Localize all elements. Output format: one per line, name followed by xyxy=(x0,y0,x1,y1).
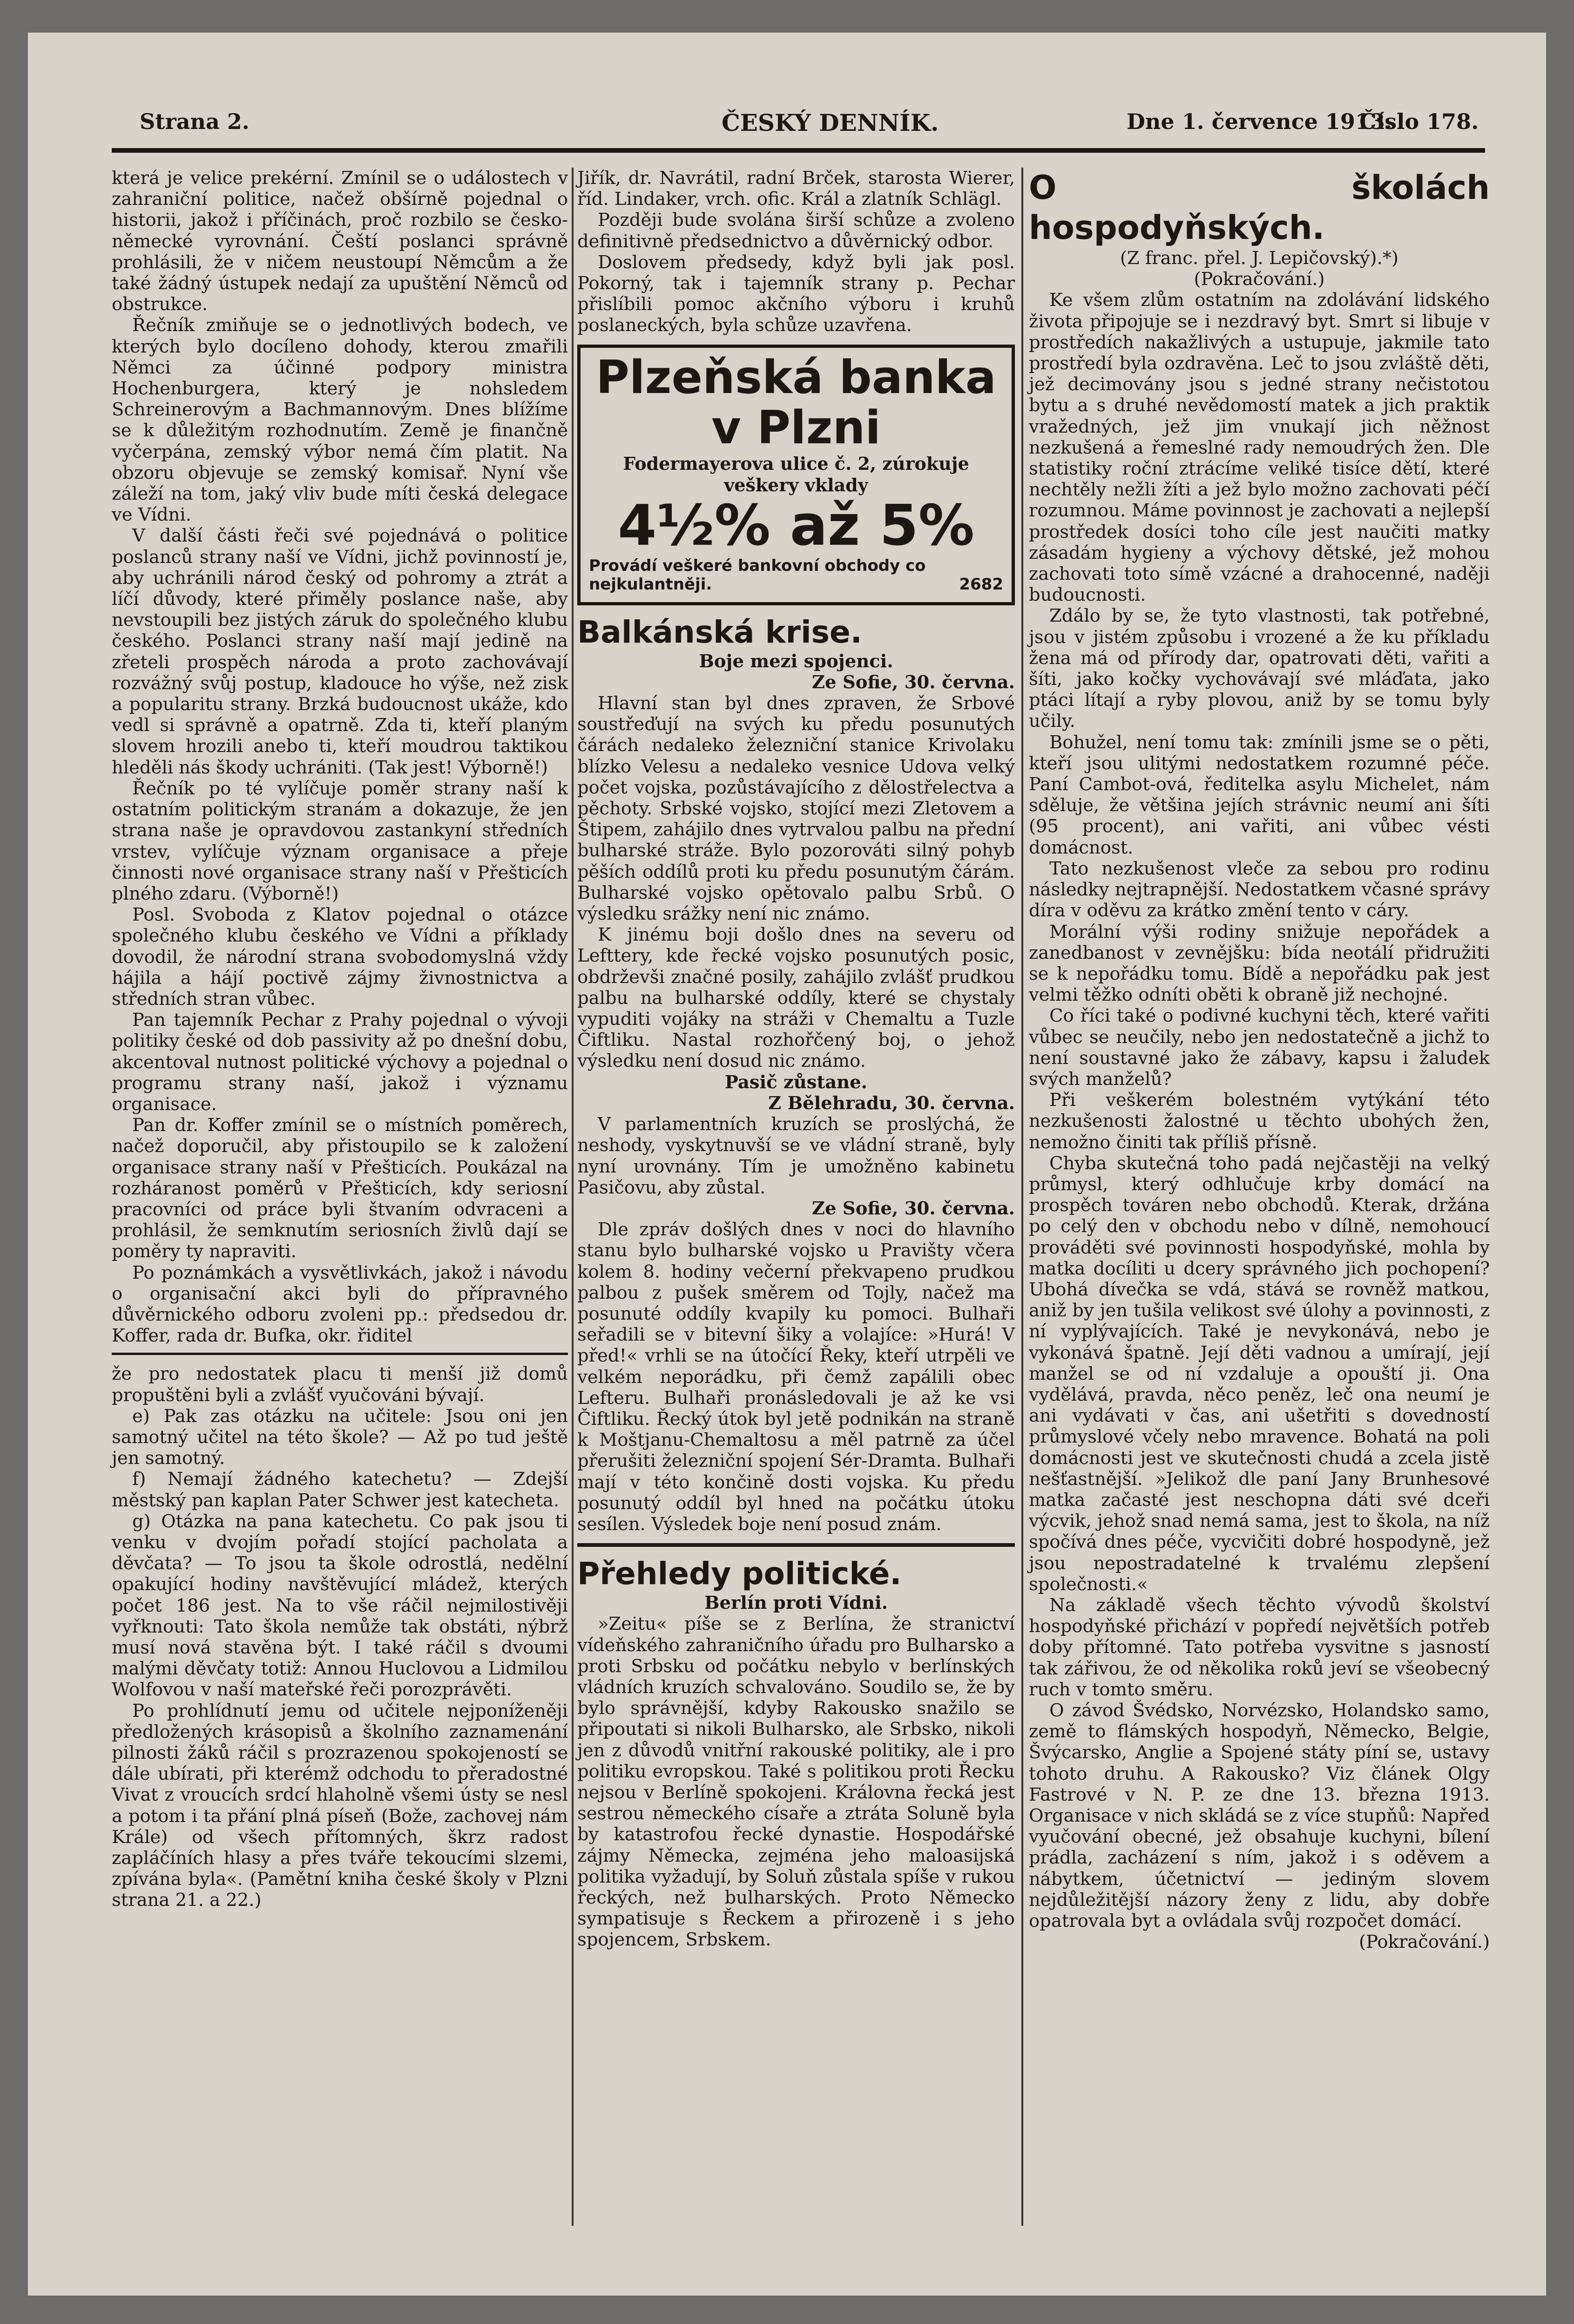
article-paragraph: Zdálo by se, že tyto vlastnosti, tak potřebné, jsou v jistém způsobu i vrozené a že ku příkladu žena má od přírody dar, opatrovati děti, vařiti a šíti, jako kočky vychovávají své mláďata, jako ptáci lítají a ryby plovou, aniž by se tomu byly učily. xyxy=(1029,605,1490,732)
article-paragraph: Po poznámkách a vysvětlivkách, jakož i návodu o organisační akci byli do přípravného důvěrnického odboru zvoleni pp.: předsedou dr. Koffer, rada dr. Bufka, okr. řiditel xyxy=(112,1262,568,1347)
ad-footer-text: Provádí veškeré bankovní obchody co nejkulantněji. xyxy=(589,556,926,594)
article-paragraph: K jinému boji došlo dnes na severu od Lefttery, kde řecké vojsko posunutých posic, obdrževši značné posily, zahájilo zvlášť prudkou palbu na bulharské oddíly, které se chystaly vypuditi vojáky na stráži v Chemaltu a Tuzle Čiftliku. Nastal rozhořčený boj, o jehož výsledku není dosud nic známo. xyxy=(577,924,1015,1072)
ad-footer xyxy=(589,556,1003,594)
section-rule xyxy=(112,1353,568,1355)
article-paragraph: Po prohlídnutí jemu od učitele nejponíženěji předložených krásopisů a školního zaznamenání pilnosti žáků ráčil s prozrazenou spokojeností se dále ubírati, při kterémž odchodu to přeradostné Vivat z vroucích srdcí hlaholně všemi ústy se nesl a potom i ta přání plná píseň (Bože, zachovej nám Krále) od všech přítomných, škrz radost zapláčíních hlasy a přes tváře tekoucími slzemi, zpívána byla«. (Pamětní kniha české školy v Plzni strana 21. a 22.) xyxy=(112,1700,568,1911)
article-paragraph: Řečník zmiňuje se o jednotlivých bodech, ve kterých bylo docíleno dohody, kterou zmařili Němci za účinné podpory ministra Hochenburgera, který je nohsledem Schreinerovým a Bachmannovým. Dnes blížíme se k důležitým rozhodnutím. Země je finančně vyčerpána, zemský výbor nemá čím platit. Na obzoru objevuje se zemský komisař. Nyní vše záleží na tom, jaký vliv bude míti česká delegace ve Vídni. xyxy=(112,315,568,526)
ad-code: 2682 xyxy=(959,575,1003,594)
column-2 xyxy=(577,168,1015,2244)
article-paragraph: Tato nezkušenost vleče za sebou pro rodinu následky nejtrapnější. Nedostatkem včasné správy díra v oděvu za krátko změní tento v cáry. xyxy=(1029,858,1490,921)
header-rule xyxy=(112,148,1485,153)
article-paragraph: která je velice prekérní. Zmínil se o událostech v zahraniční politice, načež obšírně pojednal o historii, jakož i příčinách, proč rozbilo se česko-německé vyrovnání. Čeští poslanci správně prohlásili, že v ničem neustoupí Němcům a že také žádný ústupek nedají za upuštění Němců od obstrukce. xyxy=(112,168,568,315)
article-paragraph: Doslovem předsedy, když byli jak posl. Pokorný, tak i tajemník strany p. Pechar přislíbili pomoc akčního výboru i kruhů poslaneckých, byla schůze uzavřena. xyxy=(577,251,1015,336)
ad-rate: 4½% až 5% xyxy=(617,493,975,558)
article-paragraph: že pro nedostatek placu ti menší již domů propuštěni byli a zvlášť vyučováni bývají. xyxy=(112,1363,568,1406)
article-paragraph: Pan tajemník Pechar z Prahy pojednal o vývoji politiky české od dob passivity až po dnešní dobu, akcentoval nutnost politické výchovy a pojednal o programu strany naší, jakož i významu organisace. xyxy=(112,1010,568,1115)
article-paragraph: Hlavní stan byl dnes zpraven, že Srbové soustřeďují na svých ku předu posunutých čárách nedaleko železniční stanice Krivolaku blízko Velesu a nedaleko vesnice Udova velký počet vojska, pozůstávajícího z dělostřelectva a pěchoty. Srbské vojsko, stojící mezi Zletovem a Štipem, zahájilo dnes vytrvalou palbu na přední bulharské stráže. Bylo pozorováti silný pohyb pěších oddílů proti ku předu posunutým čárám. Bulharské vojsko opětovalo palbu Srbů. O výsledku srážky není nic známo. xyxy=(577,693,1015,925)
section-title: Balkánská krise. xyxy=(577,614,862,650)
dateline: Z Bělehradu, 30. června. xyxy=(768,1092,1015,1114)
article-paragraph: »Zeitu« píše se z Berlína, že stranictví vídeňského zahraničního úřadu pro Bulharsko a proti Srbsku od počátku nebylo v berlínských vládních kruzích schvalováno. Soudilo se, že by bylo správnější, kdyby Rakousko snažilo se připoutati si nikoli Bulharsko, ale Srbsko, nikoli jen z důvodů vnitřní rakouské politiky, ale i pro politiku evropskou. Také s politikou proti Řecku nejsou v Berlíně spokojeni. Královna řecká jest sestrou německého císaře a ztráta Soluně byla by katastrofou řecké dynastie. Hospodářské zájmy Německa, zejména jeho maloasijská politika vyžadují, by Soluň zůstala spíše v rukou řeckých, než bulharských. Proto Německo sympatisuje s Řeckem a přirozeně i s jeho spojencem, Srbskem. xyxy=(577,1613,1015,1951)
article-paragraph: O závod Švédsko, Norvézsko, Holandsko samo, země to flámských hospodyň, Německo, Belgie, Švýcarsko, Anglie a Spojené státy píní se, ustavy tohoto druhu. A Rakousko? Viz článek Olgy Fastrové v N. P. ze dne 13. března 1913. Organisace v nich skládá se z více stupňů: Napřed vyučování obecné, jež obsahuje kuchyni, bílení prádla, zacházení s ním, jakož i s oděvem a nábytkem, účetnictví — jediným slovem nejdůležitější názory ženy z lidu, aby dobře opatrovala byt a ovládala svůj rozpočet domácí. xyxy=(1029,1700,1490,1932)
article-paragraph: V další části řeči své pojednává o politice poslanců strany naší ve Vídni, jichž povinností je, aby uchránili národ český od pohromy a ztrát a líčí důvody, které přiměly poslance naše, aby nevstoupili bez jistých záruk do společného klubu českého. Poslanci strany naší mají jedině na zřeteli prospěch národa a proto zachovávají rozvážný svůj postup, kladouce ho výše, než zisk a popularitu strany. Brzká budoucnost ukáže, kdo vedl si správně a opatrně. Zda ti, kteří planým slovem hrozili anebo ti, kteří moudrou taktikou hleděli nás škody uchrániti. (Tak jest! Výborně!) xyxy=(112,525,568,778)
article-paragraph: e) Pak zas otázku na učitele: Jsou oni jen samotný učitel na této škole? — Až po tud ještě jen samotný. xyxy=(112,1405,568,1469)
article-byline: (Z franc. přel. J. Lepičovský).*) xyxy=(1120,248,1399,269)
section-rule xyxy=(577,1543,1015,1547)
article-paragraph: f) Nemají žádného katechetu? — Zdejší městský pan kaplan Pater Schwer jest katecheta. xyxy=(112,1469,568,1511)
article-paragraph: Chyba skutečná toho padá nejčastěji na velký průmysl, který odhlučuje krby domácí na prospěch továren nebo obchodů. Kterak, držána po celý den v obchodu nebo v dílně, nemohoucí prováděti své povinnosti hospodyňské, mohla by matka docíliti u dcery správného jich pochopení? Ubohá dívečka se vdá, stává se rovněž matkou, aniž by jen tušila velikost své úlohy a povinnosti, z ní vyplývajících. Také je nevykonává, nebo je vykonává špatně. Její děti vadnou a umírají, její manžel se od ní vzdaluje a opouští ji. Ona vydělává, pravda, něco peněz, leč ona neumí je ani vydávati v čas, ani ušetřiti s dovedností průmyslové včely nebo mravence. Bohatá na poli domácnosti jest ve skutečnosti chudá a zcela jistě nešťastnější. »Jelikož dle paní Jany Brunhesové matka začasté jest neschopna dáti své dceři výcvik, jehož snad nemá sama, jest to škola, na níž spočívá dnes péče, vycvičiti dobré hospodyně, jež jsou nepostradatelné k trvalému zlepšení společnosti.« xyxy=(1029,1152,1490,1595)
article-paragraph: Pan dr. Koffer zmínil se o místních poměrech, načež doporučil, aby přistoupilo se k založení organisace strany naší v Přešticích. Poukázal na rozháranost poměrů v Přešticích, kdy seriosní pracovníci od práce byli štvaním odvraceni a prohlásil, že semknutím seriosních živlů dají se poměry ty napraviti. xyxy=(112,1115,568,1262)
article-paragraph: g) Otázka na pana katechetu. Co pak jsou ti venku v dvojím pořadí stojící pacholata a děvčata? — To jsou ta škole odrostlá, nedělní opakující hodiny navštěvující mládež, kterých počet 186 jest. Na to vše ráčil nejmilostivěji vyřknouti: Tato škola nemůže tak obstáti, nýbrž musí nová stavěna být. I také ráčil s dvoumi malými děvčaty totiž: Annou Huclovou a Lidmilou Wolfovou v naší mateřské řeči porozprávěti. xyxy=(112,1511,568,1701)
article-paragraph: Posl. Svoboda z Klatov pojednal o otázce společného klubu českého ve Vídni a příklady dovodil, že národní strana svobodomyslná vždy hájila a hájí poctivě zájmy živnostnictva a středních stran vůbec. xyxy=(112,904,568,1010)
article-paragraph: Ke všem zlům ostatním na zdolávání lidského života připojuje se i nezdravý byt. Smrt si libuje v prostředích nakažlivých a ustupuje, jakmile tato prostředí byla ozdravěna. Leč to jsou zvláště děti, jež decimovány jsou s jedné strany nečistotou bytu a s druhé nevědomostí matek a jich praktik vražedných, jež jim vnukají jich něžnost nezkušená a řemeslné rady nemoudrých žen. Dle statistiky roční ztrácíme veliké tisíce dětí, které nechtěly nežli žíti a jež bylo možno zachovati péčí rozumnou. Máme povinnost je zachovati a nejlepší prostředek dosíci toho cíle jest naučiti matky zásadám hygieny a výchovy dětské, jež mohou zachovati toto símě vzácné a drahocenné, naději budoucnosti. xyxy=(1029,290,1490,606)
column-divider xyxy=(1021,168,1023,2226)
dateline: Ze Sofie, 30. června. xyxy=(811,671,1015,693)
article-subtitle: Berlín proti Vídni. xyxy=(704,1592,888,1614)
article-paragraph: Morální výši rodiny snižuje nepořádek a zanedbanost v zevnějšku: bída neotálí přidružiti se k nepořádku tomu. Bídě a nepořádku pak jest velmi těžko odníti oběti k obraně již nechojné. xyxy=(1029,921,1490,1006)
newspaper-page xyxy=(28,33,1546,2296)
page-header xyxy=(112,98,1485,140)
article-paragraph: Řečník po té vylíčuje poměr strany naší k ostatním politickým stranám a dokazuje, že jen strana naše je opravdovou zastankyní středních vrstev, vylíčuje význam organisace a přeje činnosti nové organisace strany naší v Přešticích plného zdaru. (Výborně!) xyxy=(112,778,568,904)
page-number: Strana 2. xyxy=(140,109,250,134)
continuation-note: (Pokračování.) xyxy=(1358,1931,1490,1953)
issue-date: Dne 1. července 1913. xyxy=(1127,109,1392,134)
bank-advertisement xyxy=(577,345,1015,605)
ad-title: Plzeňská banka xyxy=(596,351,996,404)
article-paragraph: Na základě všech těchto vývodů školství hospodyňské přichází v popředí největších potřeb doby přítomné. Tato potřeba vysvitne s jasností tak zářivou, že od několika roků jeví se všeobecný ruch v tomto směru. xyxy=(1029,1595,1490,1700)
ad-address: Fodermayerova ulice č. 2, zúrokuje xyxy=(623,453,969,474)
newspaper-name: ČESKÝ DENNÍK. xyxy=(722,109,939,136)
article-paragraph: V parlamentních kruzích se proslýchá, že neshody, vyskytnuvší se ve vládní straně, byly nyní urovnány. Tím je umožněno kabinetu Pasičovu, aby zůstal. xyxy=(577,1114,1015,1198)
article-title: O školách hospodyňských. xyxy=(1029,169,1490,247)
column-3 xyxy=(1029,168,1490,2244)
ad-subtitle: v Plzni xyxy=(711,401,881,454)
article-paragraph: Při veškerém bolestném vytýkání této nezkušenosti žalostné u těchto ubohých žen, nemožno činiti tak příliš přísně. xyxy=(1029,1090,1490,1153)
article-subtitle: Pasič zůstane. xyxy=(724,1071,868,1093)
article-subtitle: Boje mezi spojenci. xyxy=(699,650,893,672)
article-paragraph: Bohužel, není tomu tak: zmínili jsme se o pěti, kteří jsou ulitými nedostatkem rozumné péče. Paní Cambot-ová, ředitelka asylu Michelet, nám sděluje, že většina jejích strávnic neumí ani šíti (95 procent), ani vařiti, ani vůbec vésti domácnost. xyxy=(1029,732,1490,858)
continuation-note: (Pokračování.) xyxy=(1194,269,1325,290)
issue-number: Číslo 178. xyxy=(1359,109,1479,134)
article-paragraph: Co říci také o podivné kuchyni těch, které vařiti vůbec se neučily, nebo jen nedostatečně a jichž to není soustavné jako že zábavy, kapsu i žaludek svých manželů? xyxy=(1029,1005,1490,1090)
dateline: Ze Sofie, 30. června. xyxy=(811,1198,1015,1219)
article-paragraph: Dle zpráv došlých dnes v noci do hlavního stanu bylo bulharské vojsko u Pravišty včera kolem 8. hodiny večerní překvapeno prudkou palbou z pušek směrem od Tojly, načež ma posunuté oddíly kvapily ku pomoci. Bulhaři seřadili se v bitevní šiky a volajíce: »Hurá! V před!« vrhli se na útočící Řeky, kteří utrpěli ve velkém neporádku, při čemž zapálili obec Lefteru. Bulhaři pronásledovali je až ke vsi Čiftliku. Řecký útok byl jetě podnikán na straně k Moštjanu-Chemaltosu a měl patrně za účel přerušiti železniční spojení Sér-Dramta. Bulhaři mají v této končině dosti vojska. Ku předu posunutý oddíl byl hned na počátku útoku sesílen. Výsledek boje není posud znám. xyxy=(577,1219,1015,1535)
column-1 xyxy=(112,168,568,2244)
ad-address-2: veškery vklady xyxy=(724,474,868,495)
section-title: Přehledy politické. xyxy=(577,1556,902,1592)
article-paragraph: Později bude svolána širší schůze a zvoleno definitivně předsednictvo a důvěrnický odbor. xyxy=(577,210,1015,252)
column-divider xyxy=(572,168,574,2226)
article-paragraph: Jiřík, dr. Navrátil, radní Brček, starosta Wierer, říd. Lindaker, vrch. ofic. Král a zlatník Schlägl. xyxy=(577,168,1015,210)
